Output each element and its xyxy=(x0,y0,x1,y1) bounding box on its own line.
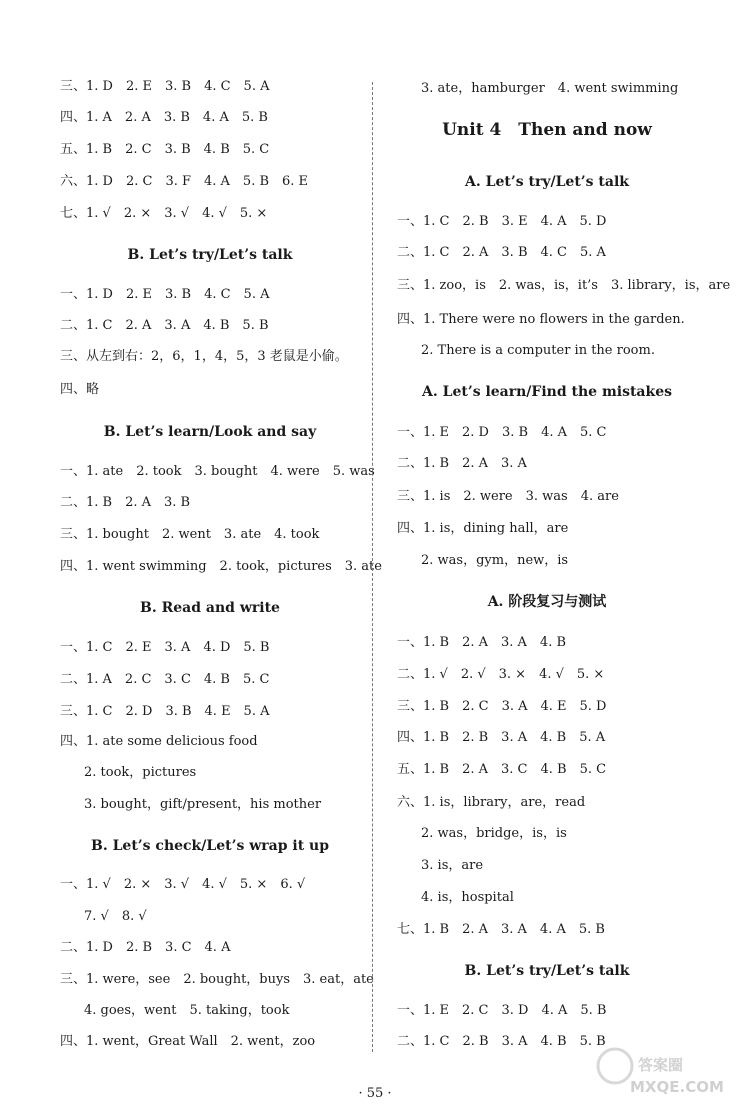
answer-line: 2. was，gym，new，is xyxy=(421,553,569,568)
answer-line: 二、1. C 2. B 3. A 4. B 5. B xyxy=(397,1034,606,1049)
answer-line: 六、1. D 2. C 3. F 4. A 5. B 6. E xyxy=(60,174,309,189)
answer-line: 三、1. bought 2. went 3. ate 4. took xyxy=(60,527,320,542)
answer-line: 四、1. is，dining hall，are xyxy=(397,521,569,536)
answer-line: 一、1. ate 2. took 3. bought 4. were 5. was xyxy=(60,464,375,479)
answer-line: 五、1. B 2. A 3. C 4. B 5. C xyxy=(397,762,607,777)
unit-title: Unit 4 Then and now xyxy=(442,120,652,140)
watermark-title: 答案圈 xyxy=(638,1056,684,1074)
answer-line: 三、1. D 2. E 3. B 4. C 5. A xyxy=(60,79,270,94)
column-divider xyxy=(372,82,373,1052)
answer-line: 一、1. C 2. E 3. A 4. D 5. B xyxy=(60,640,270,655)
answer-line: 七、1. √ 2. × 3. √ 4. √ 5. × xyxy=(60,206,268,221)
section-heading: B. Let’s try/Let’s talk xyxy=(127,247,293,263)
answer-line: 二、1. C 2. A 3. A 4. B 5. B xyxy=(60,318,269,333)
section-heading: A. Let’s learn/Find the mistakes xyxy=(422,384,672,400)
answer-line: 四、1. went swimming 2. took，pictures 3. ate xyxy=(60,559,382,574)
answer-line: 3. bought，gift/present，his mother xyxy=(84,797,322,812)
section-heading: B. Let’s check/Let’s wrap it up xyxy=(90,838,329,854)
answer-line: 2. There is a computer in the room. xyxy=(421,343,655,358)
section-heading: B. Read and write xyxy=(140,600,280,616)
answer-line: 二、1. C 2. A 3. B 4. C 5. A xyxy=(397,245,606,260)
answer-line: 3. is，are xyxy=(421,858,484,873)
watermark-url: MXQE.COM xyxy=(630,1078,724,1096)
page-number: · 55 · xyxy=(358,1086,392,1101)
watermark-logo xyxy=(590,1040,740,1100)
answer-line: 7. √ 8. √ xyxy=(84,909,147,924)
section-heading: A. 阶段复习与测试 xyxy=(487,594,607,610)
answer-line: 2. was，bridge，is，is xyxy=(421,826,567,841)
section-heading: B. Let’s learn/Look and say xyxy=(103,424,317,440)
answer-line: 一、1. C 2. B 3. E 4. A 5. D xyxy=(397,214,607,229)
answer-line: 一、1. E 2. C 3. D 4. A 5. B xyxy=(397,1003,607,1018)
answer-line: 二、1. B 2. A 3. B xyxy=(60,495,191,510)
answer-line: 一、1. B 2. A 3. A 4. B xyxy=(397,635,567,650)
answer-line: 三、1. were，see 2. bought，buys 3. eat，ate xyxy=(60,972,374,987)
answer-line: 一、1. √ 2. × 3. √ 4. √ 5. × 6. √ xyxy=(60,877,306,892)
answer-line: 四、1. A 2. A 3. B 4. A 5. B xyxy=(60,110,268,125)
answer-line: 三、1. zoo，is 2. was，is，it’s 3. library，is，are xyxy=(397,278,731,293)
answer-line: 七、1. B 2. A 3. A 4. A 5. B xyxy=(397,922,605,937)
answer-line: 五、1. B 2. C 3. B 4. B 5. C xyxy=(60,142,270,157)
answer-line: 四、1. There were no flowers in the garden. xyxy=(397,312,685,327)
answer-line: 一、1. D 2. E 3. B 4. C 5. A xyxy=(60,287,270,302)
answer-line: 四、1. ate some delicious food xyxy=(60,734,258,749)
answer-line: 六、1. is，library，are，read xyxy=(397,795,586,810)
answer-line: 3. ate，hamburger 4. went swimming xyxy=(421,81,679,96)
answer-line: 4. goes，went 5. taking，took xyxy=(84,1003,290,1018)
answer-line: 三、1. is 2. were 3. was 4. are xyxy=(397,489,619,504)
answer-line: 三、从左到右：2，6，1，4，5，3 老鼠是小偷。 xyxy=(60,349,348,364)
answer-line: 二、1. √ 2. √ 3. × 4. √ 5. × xyxy=(397,667,605,682)
answer-line: 四、1. went，Great Wall 2. went，zoo xyxy=(60,1034,316,1049)
answer-line: 三、1. C 2. D 3. B 4. E 5. A xyxy=(60,704,270,719)
answer-line: 二、1. A 2. C 3. C 4. B 5. C xyxy=(60,672,270,687)
answer-line: 二、1. D 2. B 3. C 4. A xyxy=(60,940,231,955)
answer-line: 二、1. B 2. A 3. A xyxy=(397,456,527,471)
answer-line: 四、略 xyxy=(60,382,100,397)
answer-line: 一、1. E 2. D 3. B 4. A 5. C xyxy=(397,425,607,440)
answer-line: 四、1. B 2. B 3. A 4. B 5. A xyxy=(397,730,606,745)
section-heading: B. Let’s try/Let’s talk xyxy=(464,963,630,979)
answer-line: 2. took，pictures xyxy=(84,765,197,780)
answer-line: 三、1. B 2. C 3. A 4. E 5. D xyxy=(397,699,607,714)
section-heading: A. Let’s try/Let’s talk xyxy=(465,174,629,190)
answer-line: 4. is，hospital xyxy=(421,890,514,905)
